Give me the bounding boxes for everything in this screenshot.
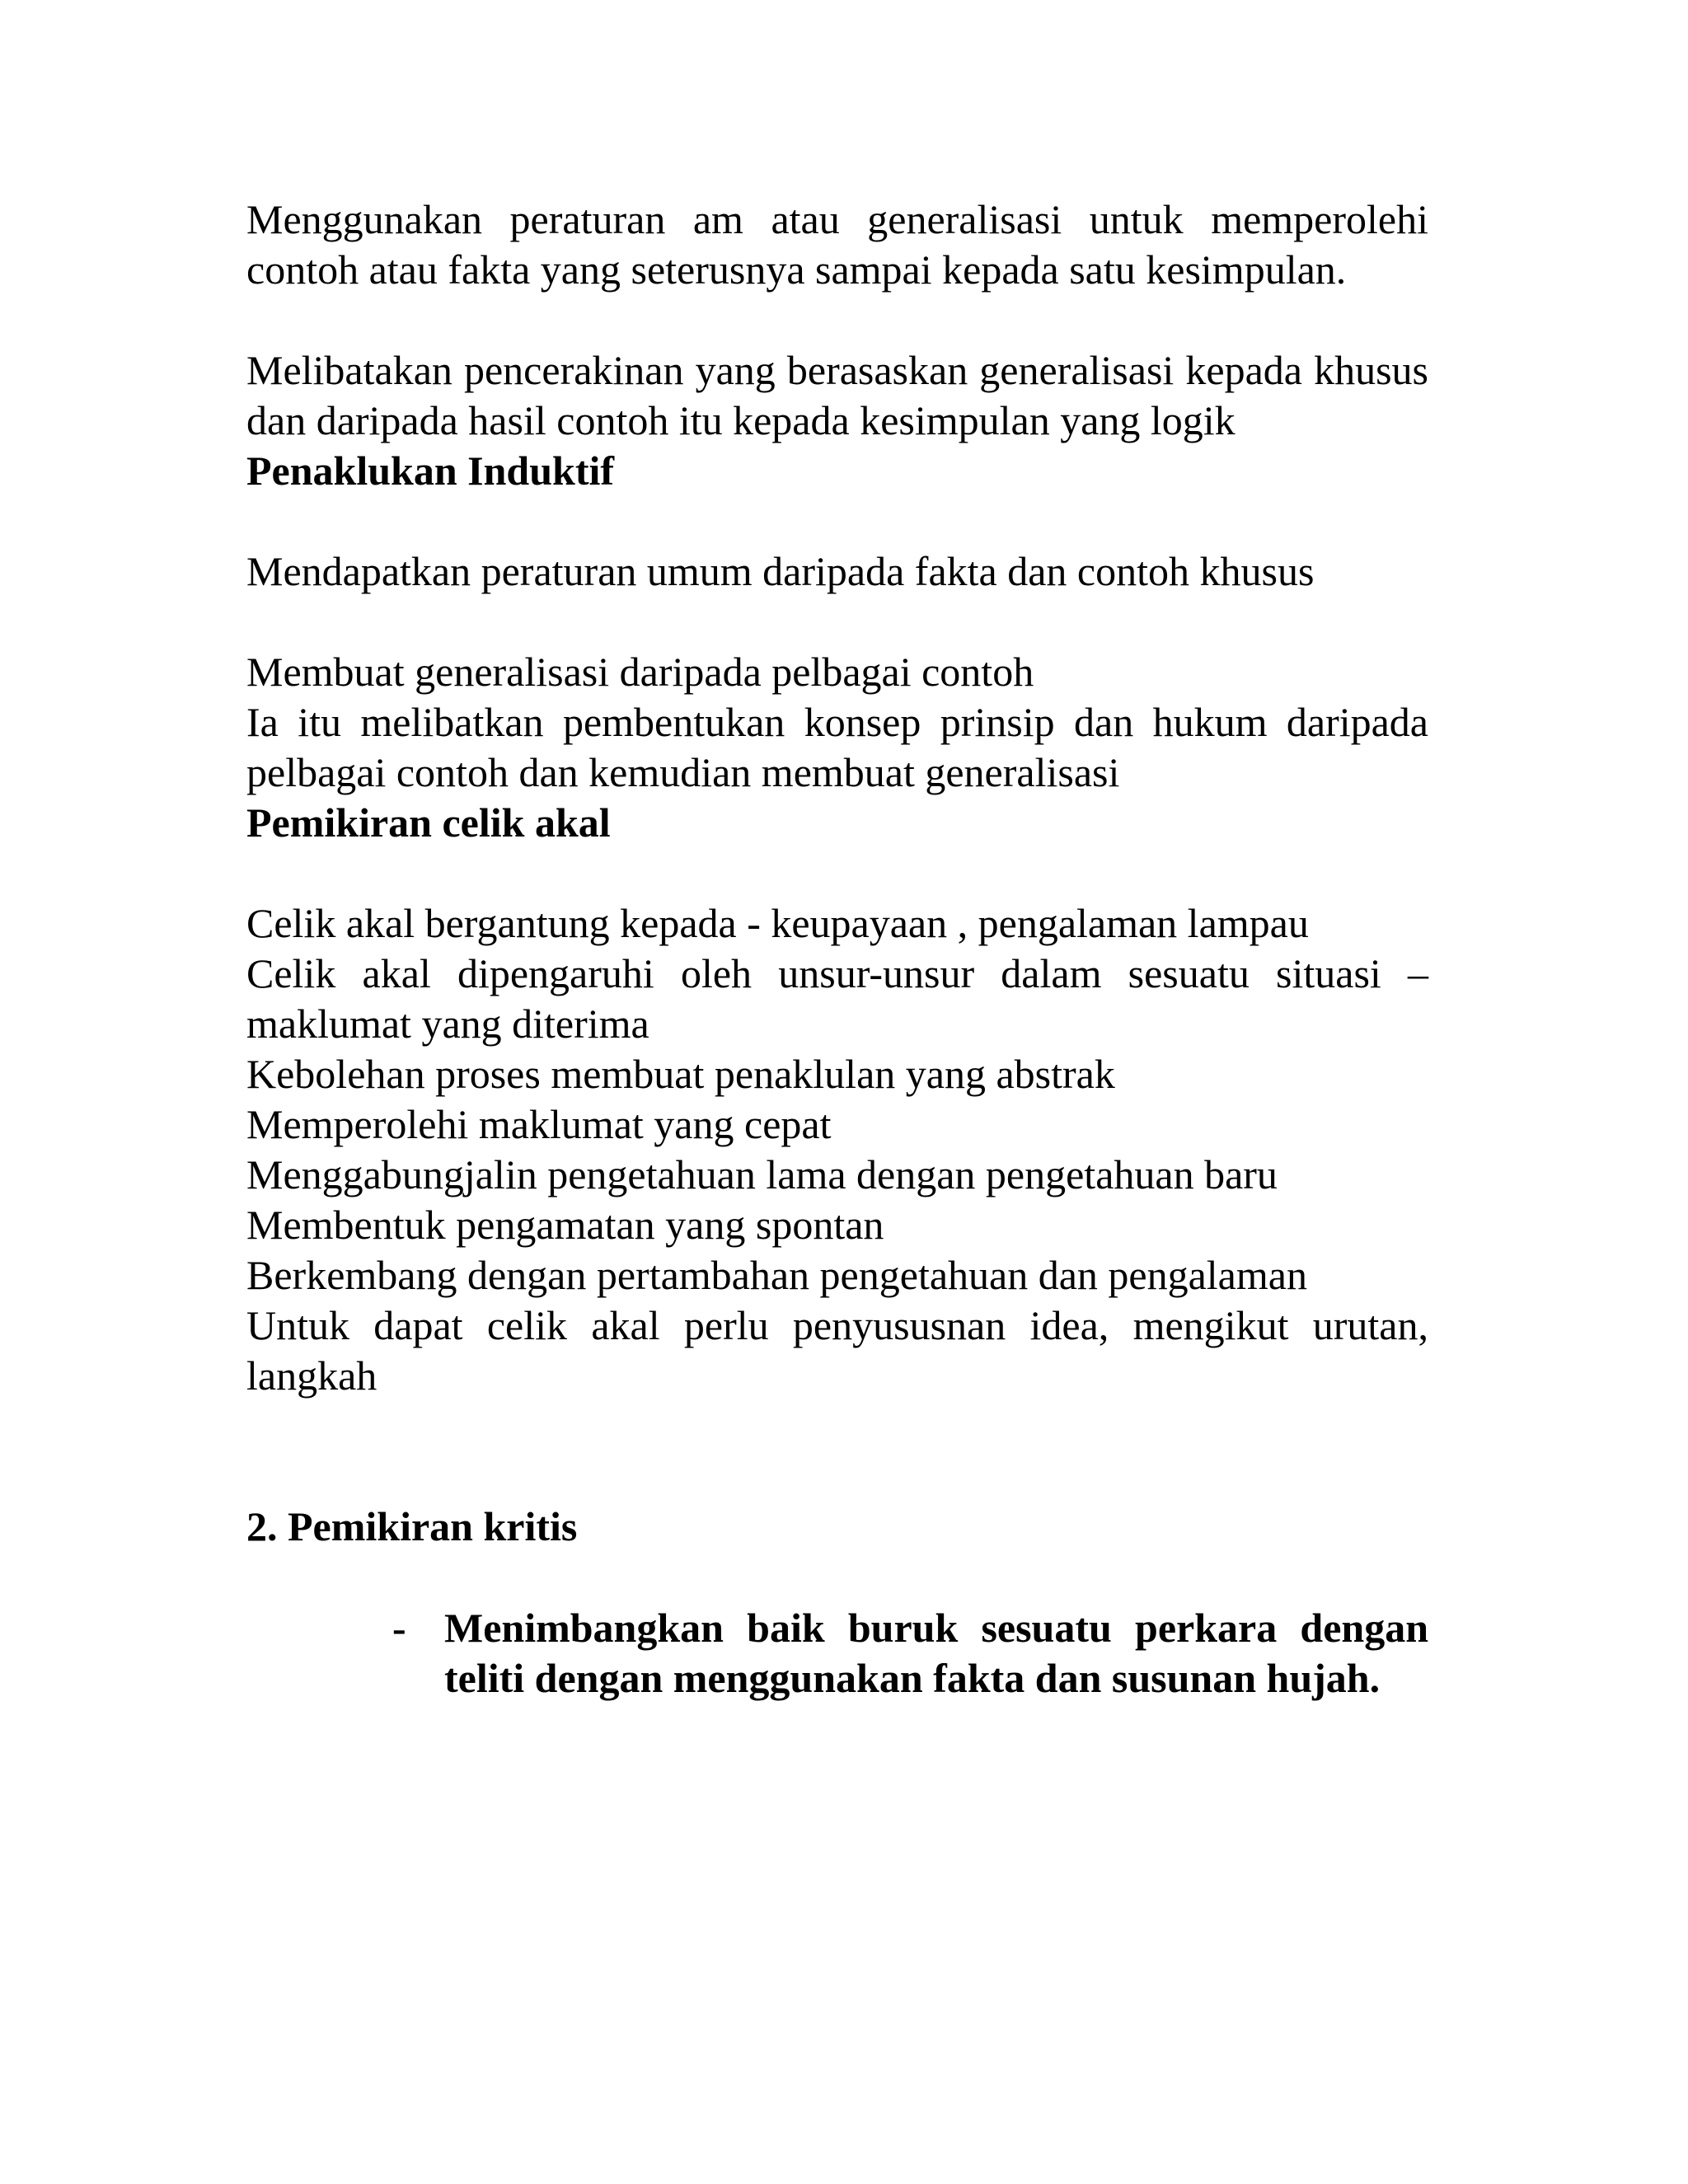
- paragraph-inductive-definition: Mendapatkan peraturan umum daripada fakta dan contoh khusus: [246, 548, 1315, 594]
- document-body: [246, 194, 1428, 1704]
- insight-line: Celik akal bergantung kepada - keupayaan , pengalaman lampau: [246, 900, 1309, 946]
- paragraph-deductive-process: Melibatakan pencerakinan yang berasaskan generalisasi kepada khusus dan daripada hasil contoh itu kepada kesimpulan yang logik: [246, 347, 1428, 443]
- critical-bullet-item: [246, 1603, 1428, 1704]
- paragraph-deductive-definition: Menggunakan peraturan am atau generalisasi untuk memperolehi contoh atau fakta yang seterusnya sampai kepada satu kesimpulan.: [246, 196, 1428, 293]
- bullet-text: Menimbangkan baik buruk sesuatu perkara dengan teliti dengan menggunakan fakta dan susunan hujah.: [444, 1605, 1428, 1701]
- inductive-line: Ia itu melibatkan pembentukan konsep prinsip dan hukum daripada pelbagai contoh dan kemudian membuat generalisasi: [246, 699, 1428, 795]
- insight-line: Berkembang dengan pertambahan pengetahuan dan pengalaman: [246, 1252, 1307, 1298]
- inductive-line: Membuat generalisasi daripada pelbagai contoh: [246, 649, 1034, 695]
- insight-line: Celik akal dipengaruhi oleh unsur-unsur dalam sesuatu situasi – maklumat yang diterima: [246, 950, 1428, 1047]
- inductive-lines: [246, 647, 1428, 798]
- insight-line: Memperolehi maklumat yang cepat: [246, 1101, 832, 1147]
- insight-lines: [246, 898, 1428, 1401]
- insight-line: Membentuk pengamatan yang spontan: [246, 1202, 884, 1248]
- insight-line: Kebolehan proses membuat penaklulan yang abstrak: [246, 1051, 1115, 1097]
- heading-insight: Pemikiran celik akal: [246, 799, 611, 846]
- bullet-dash-marker: -: [392, 1605, 406, 1651]
- insight-line: Untuk dapat celik akal perlu penyususnan idea, mengikut urutan, langkah: [246, 1302, 1428, 1399]
- heading-critical-thinking: 2. Pemikiran kritis: [246, 1503, 578, 1549]
- insight-line: Menggabungjalin pengetahuan lama dengan pengetahuan baru: [246, 1151, 1278, 1197]
- heading-inductive: Penaklukan Induktif: [246, 448, 615, 494]
